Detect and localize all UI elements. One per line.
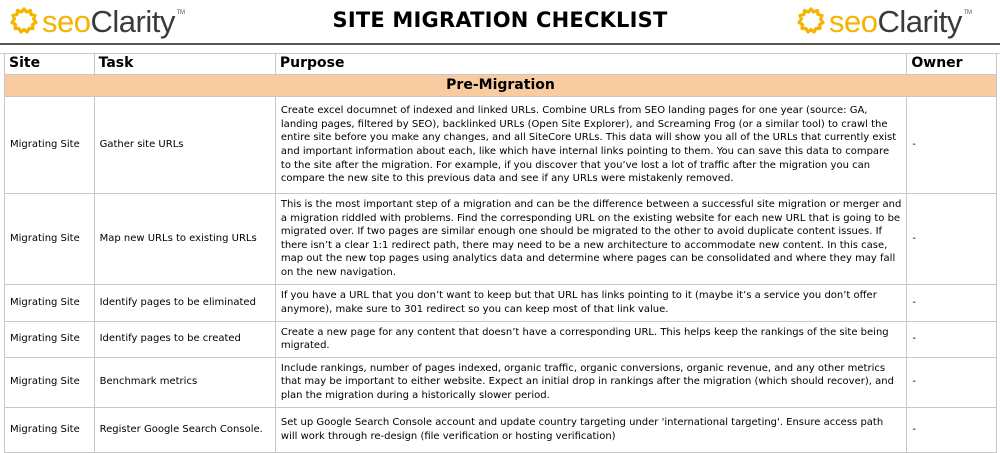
cell-task[interactable]: Gather site URLs (94, 97, 275, 194)
logo-trademark: TM (176, 9, 185, 16)
cell-owner[interactable]: - (907, 194, 997, 285)
cell-purpose[interactable]: Set up Google Search Console account and update country targeting under 'international targeting'. Ensure access path will work through re-design (file verification or hosting verification) (275, 407, 906, 452)
checklist-table (4, 53, 997, 453)
cell-purpose[interactable]: If you have a URL that you don’t want to keep but that URL has links pointing to it (maybe it’s a service you don’t offer anymore), make sure to 301 redirect so you can keep most of that link value. (275, 284, 906, 321)
cell-purpose[interactable]: Include rankings, number of pages indexed, organic traffic, organic conversions, organic revenue, and any other metrics that may be important to either website. Expect an initial drop in rankings after the migration (which should recover), and plan the migration during a historically slower period. (275, 357, 906, 407)
cell-site[interactable]: Migrating Site (5, 321, 95, 357)
sun-logo-icon (795, 5, 827, 37)
table-row (5, 194, 997, 285)
table-row (5, 407, 997, 452)
logo-seo-text: seo (42, 3, 91, 39)
cell-task[interactable]: Identify pages to be eliminated (94, 284, 275, 321)
logo-trademark: TM (963, 9, 972, 16)
cell-purpose[interactable]: This is the most important step of a migration and can be the difference between a successful site migration or merger and a migration riddled with problems. Find the corresponding URL on the existing website for each new URL that is going to be migrated over. If two pages are similar enough one should be migrated to the other to avoid duplicate content issues. If there isn’t a clear 1:1 redirect path, there may need to be a new architecture to accommodate new content. In this case, map out the new top pages using analytics data and determine where pages can be consolidated and where they may fall on the new navigation. (275, 194, 906, 285)
column-header-purpose[interactable]: Purpose (275, 54, 906, 75)
cell-task[interactable]: Register Google Search Console. (94, 407, 275, 452)
section-row-pre-migration (5, 75, 997, 97)
logo-seo-text: seo (829, 3, 878, 39)
cell-task[interactable]: Identify pages to be created (94, 321, 275, 357)
cell-site[interactable]: Migrating Site (5, 357, 95, 407)
section-label[interactable]: Pre-Migration (5, 75, 997, 97)
cell-task[interactable]: Benchmark metrics (94, 357, 275, 407)
cell-site[interactable]: Migrating Site (5, 194, 95, 285)
column-header-task[interactable]: Task (94, 54, 275, 75)
table-row (5, 284, 997, 321)
cell-site[interactable]: Migrating Site (5, 97, 95, 194)
cell-owner[interactable]: - (907, 284, 997, 321)
cell-site[interactable]: Migrating Site (5, 284, 95, 321)
document-header (0, 0, 1000, 44)
table-row (5, 321, 997, 357)
column-header-site[interactable]: Site (5, 54, 95, 75)
cell-purpose[interactable]: Create a new page for any content that doesn’t have a corresponding URL. This helps keep the rankings of the site being migrated. (275, 321, 906, 357)
page-title: SITE MIGRATION CHECKLIST (332, 8, 668, 32)
logo-clarity-text: Clarity (90, 3, 175, 39)
table-row (5, 97, 997, 194)
cell-owner[interactable]: - (907, 407, 997, 452)
seoclarity-logo-right (795, 2, 972, 40)
table-header-row (5, 54, 997, 75)
table-row (5, 357, 997, 407)
cell-purpose[interactable]: Create excel documnet of indexed and linked URLs. Combine URLs from SEO landing pages for one year (source: GA, landing pages, filtered by SEO), backlinked URLs (Open Site Explorer), and Screaming Frog (or a similar tool) to crawl the entire site before you make any changes, and all SiteCore URLs. This data will show you all of the URLs that currently exist and important information about each, like which have internal links pointing to them. You can save this data to compare to the site after the migration. For example, if you discover that you’ve lost a lot of traffic after the migration you can compare the new site to this previous data and see if any URLs were mistakenly removed. (275, 97, 906, 194)
cell-site[interactable]: Migrating Site (5, 407, 95, 452)
cell-owner[interactable]: - (907, 97, 997, 194)
cell-task[interactable]: Map new URLs to existing URLs (94, 194, 275, 285)
column-header-owner[interactable]: Owner (907, 54, 997, 75)
logo-clarity-text: Clarity (877, 3, 962, 39)
cell-owner[interactable]: - (907, 321, 997, 357)
cell-owner[interactable]: - (907, 357, 997, 407)
